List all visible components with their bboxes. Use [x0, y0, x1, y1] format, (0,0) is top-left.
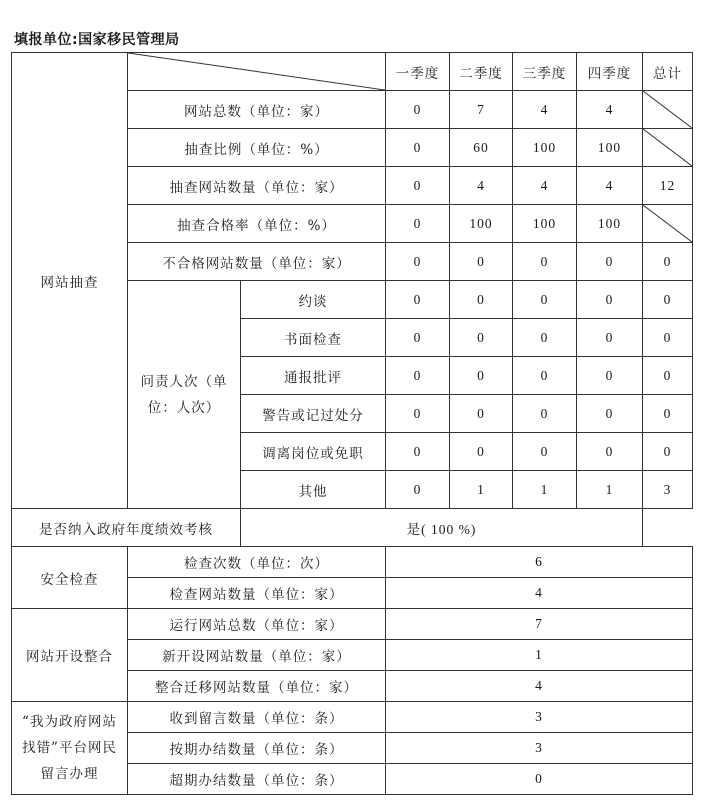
row-value: 7 — [386, 609, 693, 640]
row-value: 6 — [386, 547, 693, 578]
diagonal-line — [643, 129, 692, 166]
q2-value: 0 — [450, 319, 513, 357]
q2-value: 1 — [450, 471, 513, 509]
q4-value: 0 — [577, 319, 643, 357]
total-value: 0 — [643, 433, 693, 471]
diagonal-line — [128, 53, 385, 90]
q2-value: 7 — [450, 91, 513, 129]
q2-value: 0 — [450, 281, 513, 319]
header-q4: 四季度 — [577, 53, 643, 91]
total-diagonal-cell — [643, 91, 693, 129]
table-row — [12, 509, 693, 547]
q1-value: 0 — [386, 471, 450, 509]
total-diagonal-cell — [643, 129, 693, 167]
q4-value: 0 — [577, 357, 643, 395]
q2-value: 0 — [450, 243, 513, 281]
q1-value: 0 — [386, 281, 450, 319]
q2-value: 0 — [450, 357, 513, 395]
row-label: 警告或记过处分 — [241, 395, 386, 433]
q3-value: 0 — [513, 319, 577, 357]
q1-value: 0 — [386, 167, 450, 205]
table-row — [12, 547, 693, 578]
row-label: 抽查比例（单位：%） — [128, 129, 386, 167]
q1-value: 0 — [386, 243, 450, 281]
q4-value: 1 — [577, 471, 643, 509]
q1-value: 0 — [386, 357, 450, 395]
q3-value: 100 — [513, 129, 577, 167]
total-value: 0 — [643, 281, 693, 319]
q1-value: 0 — [386, 129, 450, 167]
q2-value: 4 — [450, 167, 513, 205]
row-label: 整合迁移网站数量（单位：家） — [128, 671, 386, 702]
reporting-unit: 填报单位:国家移民管理局 — [14, 32, 180, 48]
table-row — [12, 702, 693, 733]
row-label: 检查次数（单位：次） — [128, 547, 386, 578]
row-label: 抽查网站数量（单位：家） — [128, 167, 386, 205]
row-label: 通报批评 — [241, 357, 386, 395]
row-label: 其他 — [241, 471, 386, 509]
q4-value: 100 — [577, 205, 643, 243]
total-value: 0 — [643, 319, 693, 357]
row-label: 书面检查 — [241, 319, 386, 357]
q4-value: 100 — [577, 129, 643, 167]
statistics-table — [11, 52, 693, 795]
q3-value: 0 — [513, 395, 577, 433]
header-diagonal-cell — [128, 53, 386, 91]
total-value: 0 — [643, 243, 693, 281]
section-spot-check: 网站抽查 — [12, 53, 128, 509]
header-q2: 二季度 — [450, 53, 513, 91]
row-label: 超期办结数量（单位：条） — [128, 764, 386, 795]
q3-value: 0 — [513, 433, 577, 471]
q3-value: 1 — [513, 471, 577, 509]
q2-value: 100 — [450, 205, 513, 243]
row-label: 网站总数（单位：家） — [128, 91, 386, 129]
row-label: 不合格网站数量（单位：家） — [128, 243, 386, 281]
total-value: 12 — [643, 167, 693, 205]
row-label: 收到留言数量（单位：条） — [128, 702, 386, 733]
row-label: 约谈 — [241, 281, 386, 319]
total-diagonal-cell — [643, 205, 693, 243]
row-value: 3 — [386, 702, 693, 733]
q1-value: 0 — [386, 91, 450, 129]
q2-value: 0 — [450, 433, 513, 471]
row-label: 按期办结数量（单位：条） — [128, 733, 386, 764]
q1-value: 0 — [386, 319, 450, 357]
q3-value: 0 — [513, 357, 577, 395]
header-q1: 一季度 — [386, 53, 450, 91]
q4-value: 0 — [577, 395, 643, 433]
section-integration: 网站开设整合 — [12, 609, 128, 702]
row-label: 检查网站数量（单位：家） — [128, 578, 386, 609]
q4-value: 0 — [577, 243, 643, 281]
assessment-value: 是( 100 %) — [241, 509, 643, 547]
q2-value: 0 — [450, 395, 513, 433]
diagonal-line — [643, 205, 692, 242]
diagonal-line — [643, 91, 692, 128]
row-label: 抽查合格率（单位：%） — [128, 205, 386, 243]
row-label: 运行网站总数（单位：家） — [128, 609, 386, 640]
q3-value: 0 — [513, 281, 577, 319]
header-row — [12, 53, 693, 91]
q4-value: 4 — [577, 91, 643, 129]
total-value: 0 — [643, 357, 693, 395]
q1-value: 0 — [386, 205, 450, 243]
row-label: 是否纳入政府年度绩效考核 — [12, 509, 241, 547]
row-label: 调离岗位或免职 — [241, 433, 386, 471]
header-q3: 三季度 — [513, 53, 577, 91]
row-value: 1 — [386, 640, 693, 671]
q4-value: 0 — [577, 433, 643, 471]
row-value: 0 — [386, 764, 693, 795]
q3-value: 4 — [513, 91, 577, 129]
header-total: 总计 — [643, 53, 693, 91]
section-messages: “我为政府网站找错”平台网民留言办理 — [12, 702, 128, 795]
q2-value: 60 — [450, 129, 513, 167]
table-row — [12, 609, 693, 640]
q1-value: 0 — [386, 395, 450, 433]
q4-value: 4 — [577, 167, 643, 205]
row-value: 4 — [386, 671, 693, 702]
q1-value: 0 — [386, 433, 450, 471]
section-security-check: 安全检查 — [12, 547, 128, 609]
row-value: 3 — [386, 733, 693, 764]
total-value: 3 — [643, 471, 693, 509]
q3-value: 0 — [513, 243, 577, 281]
q4-value: 0 — [577, 281, 643, 319]
row-value: 4 — [386, 578, 693, 609]
q3-value: 100 — [513, 205, 577, 243]
total-value: 0 — [643, 395, 693, 433]
q3-value: 4 — [513, 167, 577, 205]
row-label: 新开设网站数量（单位：家） — [128, 640, 386, 671]
accountability-label: 问责人次（单位：人次） — [128, 281, 241, 509]
